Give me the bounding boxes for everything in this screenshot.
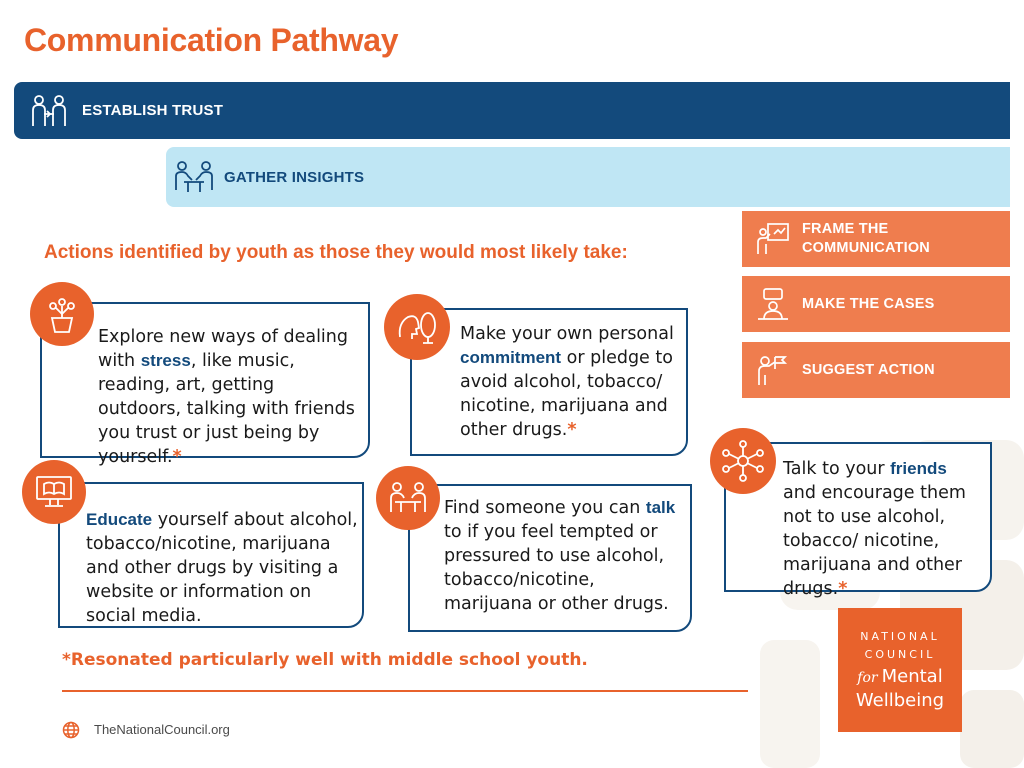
band-frame-communication	[742, 211, 1010, 267]
mirror-reflection-icon	[396, 307, 438, 347]
meeting-table-icon	[387, 480, 429, 516]
card-text-talk-pre: Find someone you can	[444, 498, 646, 518]
national-council-logo	[838, 608, 962, 732]
band-label-frame-line1: FRAME THE	[802, 221, 889, 237]
logo-council: COUNCIL	[864, 648, 936, 661]
keyword-friends: friends	[890, 459, 947, 478]
speaker-icon	[756, 287, 790, 321]
band-label-gather-insights: GATHER INSIGHTS	[224, 168, 365, 186]
presenter-icon	[756, 222, 790, 256]
card-text-talk	[444, 496, 686, 616]
logo-national: NATIONAL	[860, 630, 940, 643]
card-text-friends	[783, 457, 983, 601]
card-icon-commitment	[384, 294, 450, 360]
card-text-educate	[86, 508, 362, 628]
card-text-explore-post: , like music, reading, art, getting outdoors, talking with friends you trust or just being by yourself.	[98, 351, 355, 467]
keyword-commitment: commitment	[460, 348, 562, 367]
network-icon	[721, 439, 765, 483]
card-icon-talk	[376, 466, 440, 530]
flag-person-icon	[756, 353, 790, 387]
card-icon-educate	[22, 460, 86, 524]
flower-pot-icon	[42, 294, 82, 334]
band-label-suggest-action: SUGGEST ACTION	[802, 361, 935, 378]
two-people-icon	[30, 94, 68, 128]
card-text-friends-post: and encourage them not to use alcohol, tobacco/ nicotine, marijuana and other drugs.	[783, 483, 966, 599]
divider-rule	[62, 690, 748, 692]
asterisk-mark: *	[838, 579, 848, 599]
card-text-explore-pre: Explore new ways of dealing with	[98, 327, 348, 371]
card-text-talk-post: to if you feel tempted or pressured to use alcohol, tobacco/nicotine, marijuana or other drugs.	[444, 522, 669, 614]
keyword-talk: talk	[645, 498, 676, 517]
footnote-middle-school: *Resonated particularly well with middle school youth.	[62, 650, 588, 670]
monitor-book-icon	[34, 474, 74, 510]
band-make-cases	[742, 276, 1010, 332]
actions-subheading: Actions identified by youth as those they would most likely take:	[44, 242, 628, 263]
keyword-educate: Educate	[86, 510, 153, 529]
band-suggest-action	[742, 342, 1010, 398]
band-label-frame	[802, 220, 930, 258]
page-title: Communication Pathway	[24, 22, 399, 58]
band-label-establish-trust: ESTABLISH TRUST	[82, 102, 224, 119]
band-label-frame-line2: COMMUNICATION	[802, 240, 930, 256]
asterisk-mark: *	[172, 447, 182, 467]
logo-wellbeing: Wellbeing	[855, 690, 945, 711]
logo-for-mental	[838, 666, 962, 687]
card-text-commitment-post: or pledge to avoid alcohol, tobacco/ nicotine, marijuana and other drugs.	[460, 348, 673, 440]
conversation-table-icon	[174, 160, 214, 194]
card-text-friends-pre: Talk to your	[783, 459, 891, 479]
keyword-stress: stress	[140, 351, 191, 370]
asterisk-mark: *	[567, 420, 577, 440]
card-text-educate-post: yourself about alcohol, tobacco/nicotine, marijuana and other drugs by visiting a website or information on social media.	[86, 510, 358, 626]
website-link[interactable]: TheNationalCouncil.org	[94, 722, 230, 737]
logo-for: for	[857, 670, 878, 686]
band-establish-trust	[14, 82, 1010, 139]
card-icon-friends	[710, 428, 776, 494]
card-text-commitment	[460, 322, 688, 442]
card-icon-explore	[30, 282, 94, 346]
band-gather-insights	[166, 147, 1010, 207]
band-label-make-cases: MAKE THE CASES	[802, 295, 935, 312]
globe-icon	[62, 721, 80, 739]
logo-mental: Mental	[881, 666, 943, 687]
card-text-explore	[98, 325, 360, 469]
card-text-commitment-pre: Make your own personal	[460, 324, 674, 344]
